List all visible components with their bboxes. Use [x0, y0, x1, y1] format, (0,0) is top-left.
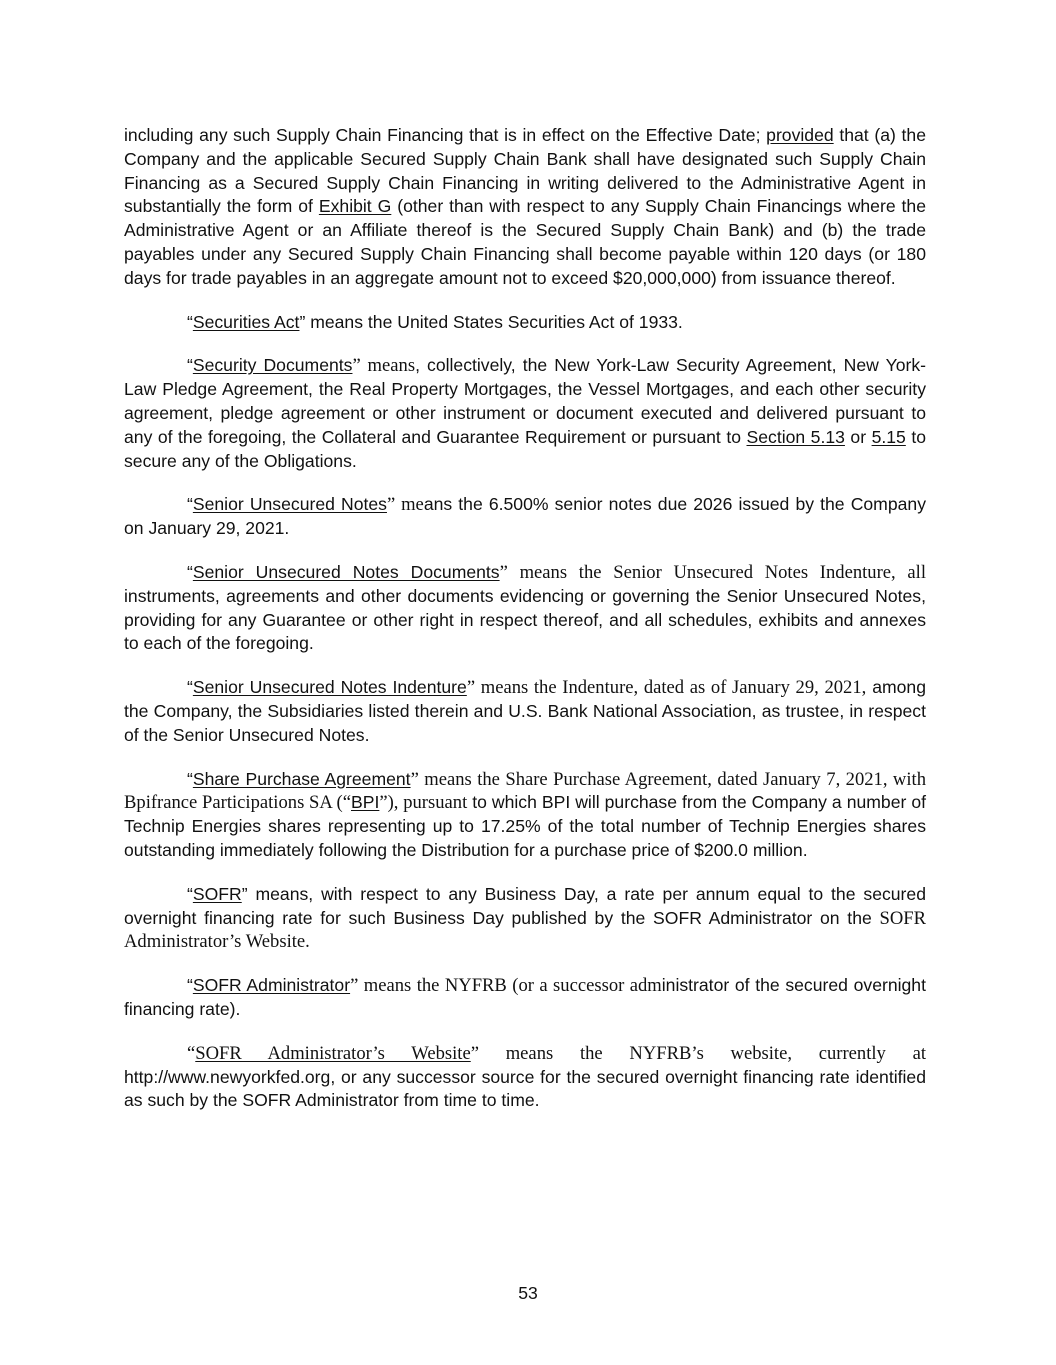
- definition-securities-act: [124, 311, 926, 335]
- paragraph-text: ” me: [386, 494, 424, 516]
- paragraph-text: “: [187, 355, 193, 376]
- paragraph-text: “: [187, 768, 193, 789]
- defined-term: 5.15: [871, 426, 906, 447]
- paragraph-text: http://www.newyorkfed.org, or any successor source for the secured overnight financing rate identified as such by the SOFR Administrator from time to time.: [124, 1066, 926, 1111]
- definition-share-purchase-agreement: [124, 768, 926, 863]
- paragraph-text: ” means, with respect to any Business Day, a rate per annum equal to the secured overnight financing rate for such Business Day published by the SOFR Administrator on the: [124, 883, 926, 928]
- paragraph-text: to which BPI will purchase from the Company a number of Technip Energies shares representing up to 17.25% of the total number of Technip Energies shares outstanding immediately following the Distribution for a purchase price of $200.0 million.: [124, 792, 927, 860]
- paragraph-text: ” means the NYFRB (or a successor adm: [350, 975, 662, 997]
- defined-term: Exhibit G: [318, 196, 392, 217]
- paragraph-text: “: [187, 677, 193, 698]
- defined-term: BPI: [351, 792, 380, 813]
- paragraph-text: ”), pursuant: [379, 792, 468, 814]
- paragraph-text: that (a) the Company and the applicable Secured Supply Chain Bank shall have designated such Supply Chain Financing as a Secured Supply Chain Financing in writing delivered to the Administrative Agent in substantially the form of: [124, 125, 926, 217]
- paragraph-text: (other than with respect to any Supply Chain Financings where the Administrative Agent or an Affiliate thereof is the Secured Supply Chain Bank) and (b) the trade payables under any Secured Supply Chain Financing shall become payable within 120 days (or 180 days for trade payables in an aggregate amount not to exceed $20,000,000) from issuance thereof.: [124, 196, 927, 288]
- paragraph-text: or: [844, 426, 872, 447]
- paragraph-text: ” means: [352, 355, 416, 377]
- paragraph-text: ” means the Indenture, dated as of January 29, 2021,: [466, 677, 867, 699]
- defined-term: Security Documents: [192, 355, 353, 376]
- defined-term: SOFR Administrator: [192, 975, 351, 996]
- defined-term: SOFR: [192, 883, 242, 904]
- paragraph-text: including any such Supply Chain Financing that is in effect on the Effective Date;: [124, 125, 767, 145]
- paragraph-text: ” means the Senior Unsecured Notes Indenture, all: [499, 561, 926, 583]
- defined-term: Senior Unsecured Notes Documents: [192, 561, 500, 582]
- paragraph-text: SOFR Administrator’s Website.: [124, 907, 926, 953]
- paragraph-text: among the Company, the Subsidiaries listed therein and U.S. Bank National Association, as trustee, in respect of the Senior Unsecured Notes.: [124, 677, 926, 745]
- definition-senior-unsecured-notes-documents: [124, 561, 926, 656]
- defined-term: Securities Act: [192, 311, 300, 332]
- paragraph-text: “: [187, 975, 193, 996]
- paragraph-text: inistrator of the secured overnight financing rate).: [124, 975, 926, 1019]
- definition-senior-unsecured-notes-indenture: [124, 676, 926, 747]
- definition-sofr-administrators-website: [124, 1042, 926, 1113]
- definition-sofr-administrator: [124, 974, 926, 1022]
- defined-term: SOFR Administrator’s Website: [195, 1042, 471, 1064]
- definition-senior-unsecured-notes: [124, 493, 926, 541]
- paragraph-text: “: [187, 311, 193, 332]
- paragraph-text: ” means the United States Securities Act of 1933.: [299, 311, 683, 332]
- definition-security-documents: [124, 354, 926, 473]
- paragraph-text: “: [187, 561, 193, 582]
- paragraph-text: “: [187, 1042, 196, 1064]
- paragraph-text: “: [187, 494, 193, 515]
- paragraph-text: instruments, agreements and other documents evidencing or governing the Senior Unsecured Notes, providing for any Guarantee or other right in respect thereof, and all schedules, exhibits and annexes to each of the foregoing.: [124, 585, 926, 654]
- defined-term: Senior Unsecured Notes Indenture: [192, 677, 467, 698]
- defined-term: Share Purchase Agreement: [192, 768, 411, 789]
- paragraph-text: ” means the Share Purchase Agreement, dated January 7, 2021, with Bpifrance Participations SA (“: [124, 768, 926, 814]
- paragraph-text: ” means the NYFRB’s website, currently at: [470, 1042, 926, 1064]
- definition-sofr: [124, 883, 926, 954]
- paragraph-text: “: [187, 883, 193, 904]
- page-number: 53: [518, 1283, 538, 1303]
- document-body: [124, 124, 926, 1133]
- defined-term: Section 5.13: [746, 426, 845, 447]
- defined-term: Senior Unsecured Notes: [192, 494, 387, 515]
- paragraph-text: ans the 6.500% senior notes due 2026 issued by the Company on January 29, 2021.: [124, 494, 926, 539]
- definition-supply-chain-continuation: [124, 124, 926, 291]
- paragraph-text: , collectively, the New York-Law Security Agreement, New York-Law Pledge Agreement, the Real Property Mortgages, the Vessel Mortgages, and each other security agreement, pledge agreement or other instrument or document executed and delivered pursuant to any of the foregoing, the Collateral and Guarantee Requirement or pursuant to: [124, 355, 926, 447]
- defined-term: provided: [766, 125, 834, 145]
- paragraph-text: to secure any of the Obligations.: [124, 426, 926, 471]
